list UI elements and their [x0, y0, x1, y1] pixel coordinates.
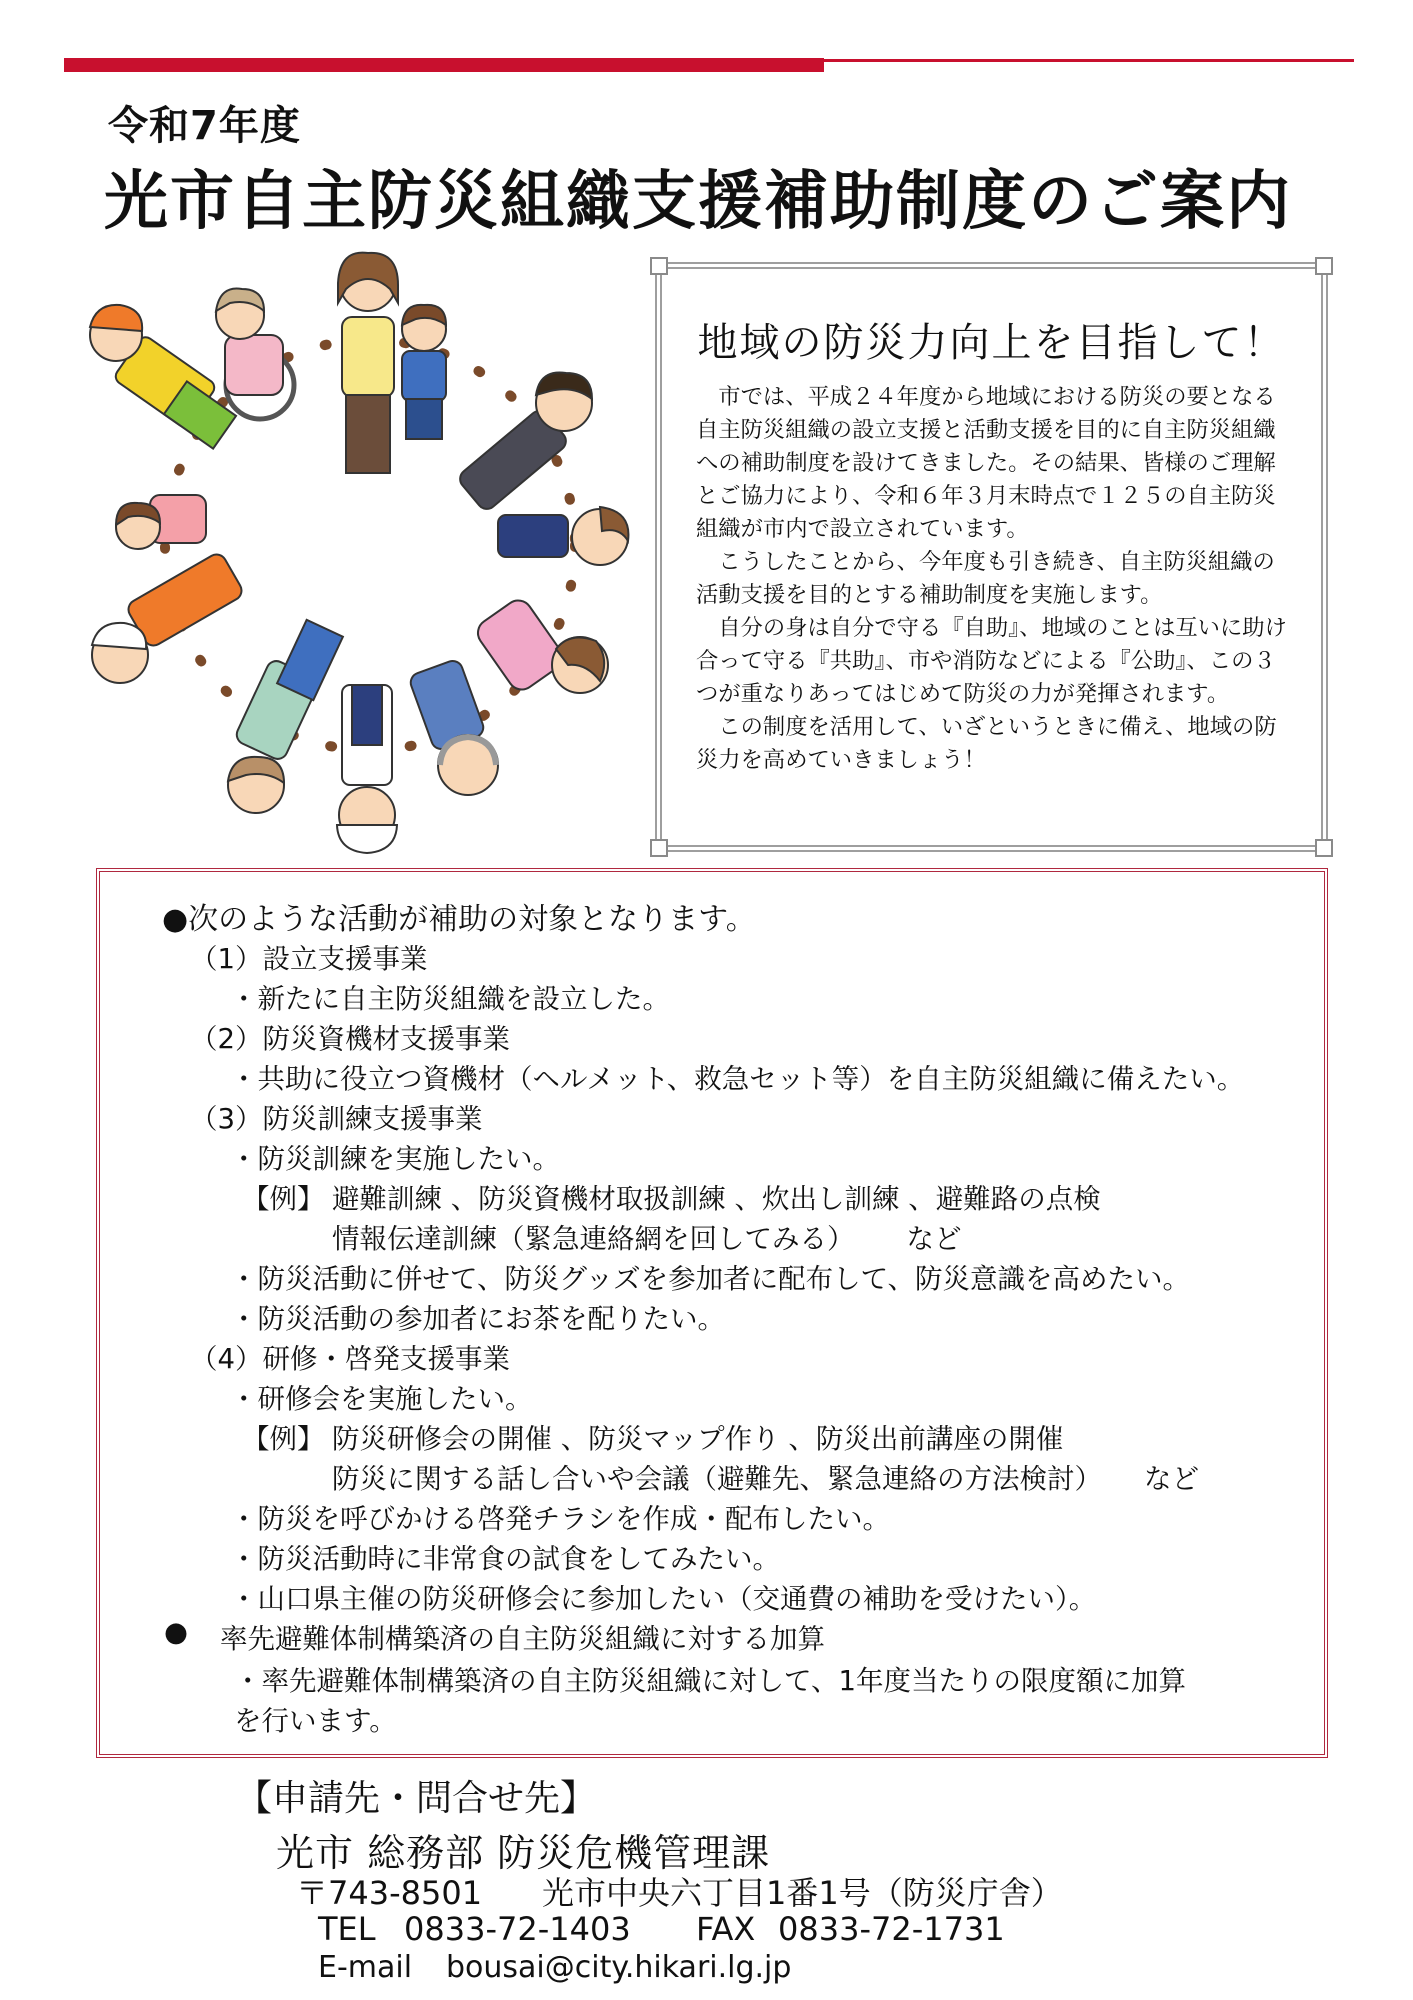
- example-text: 防災研修会の開催 、防災マップ作り 、防災出前講座の開催: [332, 1423, 1064, 1455]
- contact-fax-label: FAX: [696, 1910, 756, 1948]
- contact-address: 光市中央六丁目1番1号（防災庁舎）: [542, 1874, 1063, 1912]
- section-title-setup: （1）設立支援事業: [190, 943, 428, 975]
- frame-corner-ornament: [650, 257, 668, 275]
- example-text-body: 防災に関する話し合いや会議（避難先、緊急連絡の方法検討）: [332, 1463, 1102, 1495]
- intro-body: [696, 381, 1296, 777]
- frame-corner-ornament: [1315, 257, 1333, 275]
- example-text: [332, 1216, 962, 1256]
- list-item: ・新たに自主防災組織を設立した。: [230, 983, 670, 1015]
- person-grandfather: [408, 658, 498, 795]
- person-grandmother: [228, 620, 343, 813]
- example-suffix: など: [906, 1223, 962, 1255]
- bonus-bullet: ●: [164, 1616, 188, 1648]
- section-title-education: （4）研修・啓発支援事業: [190, 1343, 510, 1375]
- intro-heading: 地域の防災力向上を目指して！: [697, 320, 1286, 366]
- person-schoolgirl: [498, 507, 628, 565]
- intro-paragraph: こうしたことから、今年度も引き続き、自主防災組織の活動支援を目的とする補助制度を実施します。: [696, 549, 1275, 608]
- person-mother: [338, 253, 398, 473]
- page-title: 光市自主防災組織支援補助制度のご案内: [104, 165, 1292, 239]
- list-item: ・共助に役立つ資機材（ヘルメット、救急セット等）を自主防災組織に備えたい。: [230, 1063, 1245, 1095]
- person-girl: [116, 495, 206, 549]
- example-text-body: 情報伝達訓練（緊急連絡網を回してみる）: [332, 1223, 855, 1255]
- contact-fax: 0833-72-1731: [778, 1910, 1005, 1948]
- people-circle-illustration: [80, 245, 660, 865]
- intro-paragraph: この制度を活用して、いざというときに備え、地域の防災力を高めていきましょう！: [696, 714, 1277, 773]
- example-tag: 【例】: [242, 1183, 325, 1215]
- intro-paragraph: 自分の身は自分で守る『自助』、地域のことは互いに助け合って守る『共助』、市や消防などによる『公助』、この３つが重なりあってはじめて防災の力が発揮されます。: [696, 615, 1287, 707]
- example-tag: 【例】: [242, 1423, 325, 1455]
- bonus-text: ・率先避難体制構築済の自主防災組織に対して、1年度当たりの限度額に加算: [234, 1665, 1186, 1697]
- section-title-training: （3）防災訓練支援事業: [190, 1103, 483, 1135]
- contact-tel: 0833-72-1403: [404, 1910, 631, 1948]
- list-item: ・防災活動に併せて、防災グッズを参加者に配布して、防災意識を高めたい。: [230, 1263, 1191, 1295]
- contact-email[interactable]: bousai@city.hikari.lg.jp: [446, 1950, 792, 1985]
- contact-postal: 〒743-8501: [296, 1874, 483, 1912]
- fiscal-year: 令和7年度: [108, 103, 301, 149]
- person-boy: [402, 305, 446, 439]
- person-firefighter: [92, 551, 245, 683]
- person-worker-helmet: [337, 685, 397, 853]
- list-item: ・山口県主催の防災研修会に参加したい（交通費の補助を受けたい）。: [230, 1583, 1097, 1615]
- section-title-equipment: （2）防災資機材支援事業: [190, 1023, 510, 1055]
- contact-email-label: E-mail: [318, 1950, 413, 1985]
- contact-heading: 【申請先・問合せ先】: [236, 1778, 597, 1819]
- list-item: ・研修会を実施したい。: [230, 1383, 533, 1415]
- example-suffix: など: [1144, 1463, 1199, 1495]
- example-text: 避難訓練 、防災資機材取扱訓練 、炊出し訓練 、避難路の点検: [332, 1183, 1101, 1215]
- person-worker-yellow: [90, 305, 236, 449]
- intro-box: [655, 262, 1328, 852]
- example-text: [332, 1456, 1199, 1496]
- contact-department: 光市 総務部 防災危機管理課: [276, 1831, 771, 1875]
- contact-tel-label: TEL: [318, 1910, 376, 1948]
- top-red-rule: [64, 58, 1354, 72]
- list-item: ・防災訓練を実施したい。: [230, 1143, 560, 1175]
- bonus-title: 率先避難体制構築済の自主防災組織に対する加算: [220, 1623, 825, 1655]
- list-item: ・防災活動時に非常食の試食をしてみたい。: [230, 1543, 780, 1575]
- activities-box: [96, 868, 1328, 1758]
- person-businessman: [456, 372, 592, 513]
- list-item: ・防災活動の参加者にお茶を配りたい。: [230, 1303, 725, 1335]
- bonus-text: を行います。: [234, 1705, 397, 1737]
- activities-heading: ●次のような活動が補助の対象となります。: [162, 902, 756, 937]
- frame-corner-ornament: [650, 839, 668, 857]
- frame-corner-ornament: [1315, 839, 1333, 857]
- person-woman-pink: [472, 595, 608, 695]
- list-item: ・防災を呼びかける啓発チラシを作成・配布したい。: [230, 1503, 890, 1535]
- intro-paragraph: 市では、平成２４年度から地域における防災の要となる自主防災組織の設立支援と活動支援を目的に自主防災組織への補助制度を設けてきました。その結果、皆様のご理解とご協力により、令和６年３月末時点で１２５の自主防災組織が市内で設立されています。: [696, 384, 1276, 542]
- person-elderly-wheelchair: [216, 288, 294, 419]
